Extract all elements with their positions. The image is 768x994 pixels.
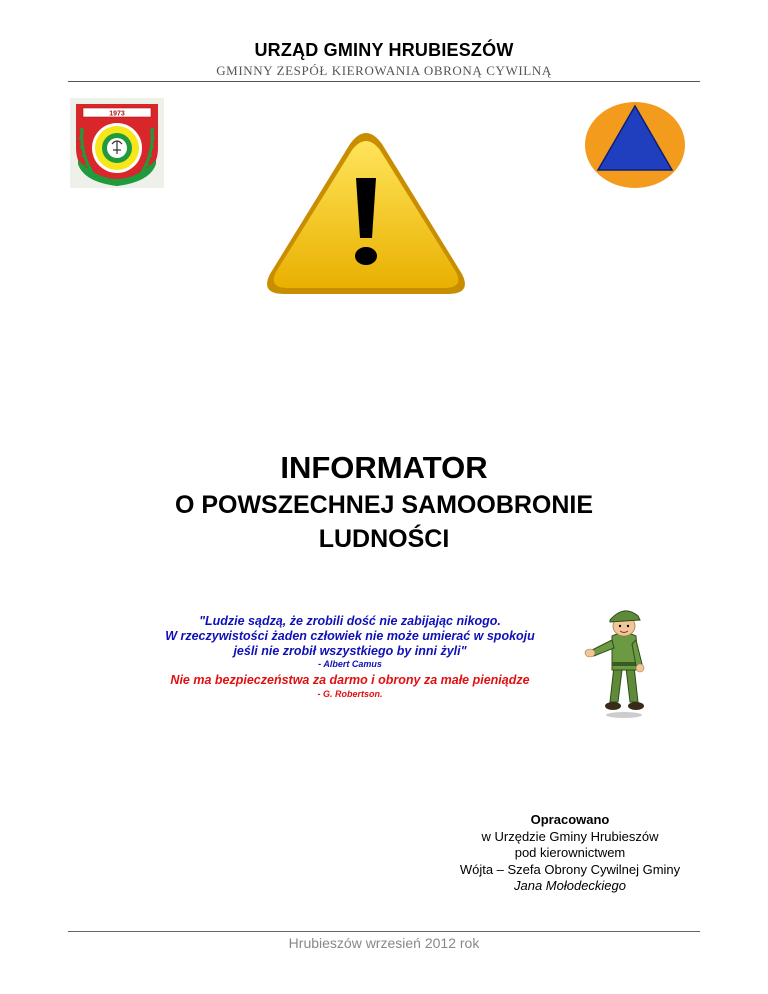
document-title-line-3: LUDNOŚCI [318, 525, 450, 553]
civil-defence-logo-icon [582, 100, 688, 190]
warning-triangle-icon [262, 128, 470, 298]
prepared-by-block [438, 812, 702, 895]
footer-divider [68, 931, 700, 932]
document-title: INFORMATOR [280, 450, 488, 485]
quote-author: - Albert Camus [318, 659, 382, 669]
office-title: URZĄD GMINY HRUBIESZÓW [254, 40, 514, 60]
quote-author-2: - G. Robertson. [317, 689, 383, 699]
prepared-heading: Opracowano [530, 812, 610, 827]
prepared-line-3: Wójta – Szefa Obrony Cywilnej Gminy [459, 861, 681, 877]
prepared-line-2: pod kierownictwem [514, 845, 626, 860]
quote-line-1: "Ludzie sądzą, że zrobili dość nie zabijając nikogo. [199, 614, 501, 628]
quote-block [130, 614, 570, 700]
office-subtitle: GMINNY ZESPÓŁ KIEROWANIA OBRONĄ CYWILNĄ [216, 63, 552, 78]
footer-text: Hrubieszów wrzesień 2012 rok [288, 935, 480, 951]
prepared-line-1: w Urzędzie Gminy Hrubieszów [481, 828, 659, 844]
prepared-name: Jana Mołodeckiego [513, 878, 627, 893]
coat-of-arms-icon [70, 98, 164, 188]
soldier-figure-icon [584, 602, 658, 720]
svg-text:1973: 1973 [109, 110, 125, 118]
quote-line-4: Nie ma bezpieczeństwa za darmo i obrony za małe pieniądze [170, 673, 530, 687]
header-divider [68, 81, 700, 82]
quote-line-2: W rzeczywistości żaden człowiek nie może umierać w spokoju [165, 629, 535, 643]
quote-line-3: jeśli nie zrobił wszystkiego by inni żyli" [233, 644, 467, 658]
document-title-line-2: O POWSZECHNEJ SAMOOBRONIE [174, 491, 594, 519]
